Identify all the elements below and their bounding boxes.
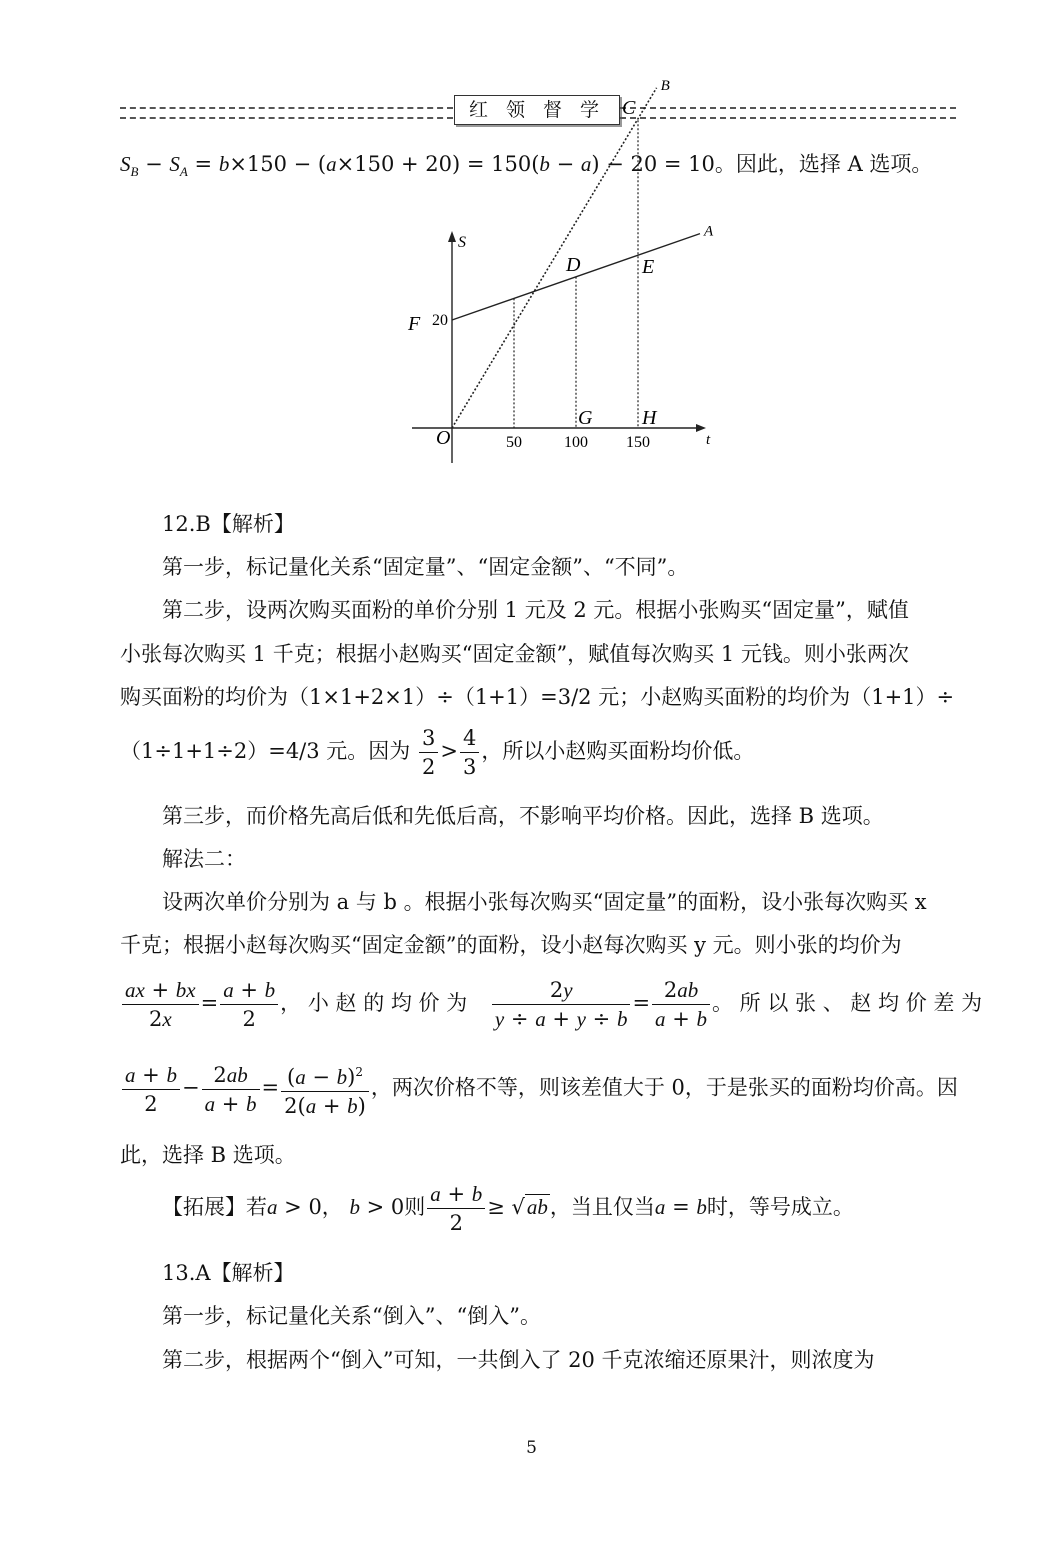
header-dashes-right (620, 107, 956, 119)
fraction-a-plus-b-over-2: $\frac{a + b}{2}$ (220, 976, 278, 1033)
y-tick-label-20: 20 (432, 312, 448, 329)
formula-expression: $S_B - S_A = b\times 150 - (a\times 150 + 20) = 150(b - a) - 20 = 10$ (120, 152, 715, 180)
fraction-3-2: $\frac{3}{2}$ (419, 724, 438, 781)
x-tick-label-100: 100 (564, 434, 588, 451)
header-title: 红 领 督 学 (454, 95, 620, 125)
x-axis-arrow (696, 424, 706, 432)
q12-extension-then: 则 (404, 1195, 426, 1219)
fraction-zhang-average: $\frac{ax + bx}{2x}$ (122, 976, 199, 1033)
header-dashes-left (120, 107, 453, 119)
q12-method2-line3: $\frac{ax + bx}{2x}$ = $\frac{a + b}{2}$ ， 小 赵 的 均 价 为 $\frac{2y}{y \div a + y \div b}$ = $\frac{2ab}{a + b}$ 。 所 以 张 、 赵 均 价 差 为 (120, 976, 982, 1033)
q13-step2: 第二步，根据两个“倒入”可知，一共倒入了 20 千克浓缩还原果汁，则浓度为 (162, 1348, 875, 1372)
fraction-zhao-average: $\frac{2y}{y \div a + y \div b}$ (492, 976, 631, 1033)
point-label-E: E (642, 256, 655, 279)
q12-method2-line1: 设两次单价分别为 a 与 b 。根据小张每次购买“固定量”的面粉，设小张每次购买 x (162, 890, 927, 914)
series-label-A: A (704, 223, 714, 240)
formula-tail: 。因此，选择 A 选项。 (714, 152, 933, 176)
q12-step1: 第一步，标记量化关系“固定量”、“固定金额”、“不同”。 (162, 555, 689, 579)
q12-step2-line2: 小张每次购买 1 千克；根据小赵购买“固定金额”，赋值每次购买 1 元钱。则小张两次 (120, 642, 909, 666)
q12-extension-end: 时，等号成立。 (706, 1195, 854, 1219)
page-number: 5 (526, 1438, 537, 1458)
q12-method2-line4-text: ，两次价格不等，则该差值大于 0，于是张买的面粉均价高。因 (370, 1075, 958, 1100)
q12-extension: 【拓展】若a > 0， b > 0则 $\frac{a + b}{2}$ ≥ √ab，当且仅当a = b时，等号成立。 (162, 1182, 854, 1235)
q12-step3: 第三步，而价格先高后低和先低后高，不影响平均价格。因此，选择 B 选项。 (162, 804, 884, 828)
fraction-difference-term1: $\frac{a + b}{2}$ (122, 1061, 180, 1118)
y-axis-label: S (458, 234, 466, 251)
q12-method2-line4: $\frac{a + b}{2}$ − $\frac{2ab}{a + b}$ = $\frac{(a - b)^2}{2(a + b)}$ ，两次价格不等，则该差值大于 0，于是张买的面粉均价高。因 (120, 1058, 958, 1120)
q12-method2-line3-end: 。 所 以 张 、 赵 均 价 差 为 (712, 991, 983, 1015)
point-label-O: O (436, 427, 451, 449)
q12-step2-line1: 第二步，设两次购买面粉的单价分别 1 元及 2 元。根据小张购买“固定量”，赋值 (162, 598, 909, 622)
q12-step2-line4: （1÷1+1÷2）=4/3 元。因为 $\frac{3}{2}$ > $\frac{4}{3}$ ，所以小赵购买面粉均价低。 (120, 726, 755, 779)
q12-step2-line4-start: （1÷1+1÷2）=4/3 元。因为 (120, 739, 411, 763)
q12-extension-when: ，当且仅当 (549, 1195, 655, 1219)
q12-method2-line2: 千克；根据小赵每次购买“固定金额”的面粉，设小赵每次购买 y 元。则小张的均价为 (120, 933, 902, 957)
q12-method2-line3-mid: ， 小 赵 的 均 价 为 (280, 991, 468, 1015)
series-label-B: B (660, 77, 670, 94)
point-label-G: G (578, 407, 593, 429)
q13-title: 13.A【解析】 (162, 1261, 295, 1285)
point-label-H: H (642, 407, 657, 429)
x-axis-label: t (706, 432, 711, 448)
page-header (120, 95, 956, 127)
fraction-am: $\frac{a + b}{2}$ (427, 1180, 485, 1237)
y-axis-arrow (448, 231, 456, 242)
point-label-F: F (408, 313, 421, 335)
fraction-difference-term2: $\frac{2ab}{a + b}$ (202, 1061, 260, 1118)
q13-step1: 第一步，标记量化关系“倒入”、“倒入”。 (162, 1304, 541, 1328)
point-label-D: D (566, 253, 581, 276)
point-label-C: C (622, 97, 636, 120)
q12-extension-start: 【拓展】若 (162, 1195, 267, 1219)
q12-method2-label: 解法二： (162, 847, 246, 871)
q12-method2-line5: 此，选择 B 选项。 (120, 1143, 296, 1167)
q12-step2-line3: 购买面粉的均价为（1×1+2×1）÷（1+1）=3/2 元；小赵购买面粉的均价为（1+1）÷ (120, 685, 955, 709)
q12-step2-line4-end: ，所以小赵购买面粉均价低。 (481, 739, 755, 763)
series-line-A (452, 234, 700, 320)
x-tick-label-150: 150 (626, 434, 650, 451)
x-tick-label-50: 50 (506, 434, 522, 451)
fraction-difference-result: $\frac{(a - b)^2}{2(a + b)}$ (281, 1058, 369, 1120)
formula-line (120, 148, 932, 180)
fraction-4-3: $\frac{4}{3}$ (460, 724, 479, 781)
fraction-2ab-over-a-plus-b: $\frac{2ab}{a + b}$ (652, 976, 710, 1033)
q12-title: 12.B【解析】 (162, 512, 295, 536)
series-line-B (452, 88, 657, 428)
